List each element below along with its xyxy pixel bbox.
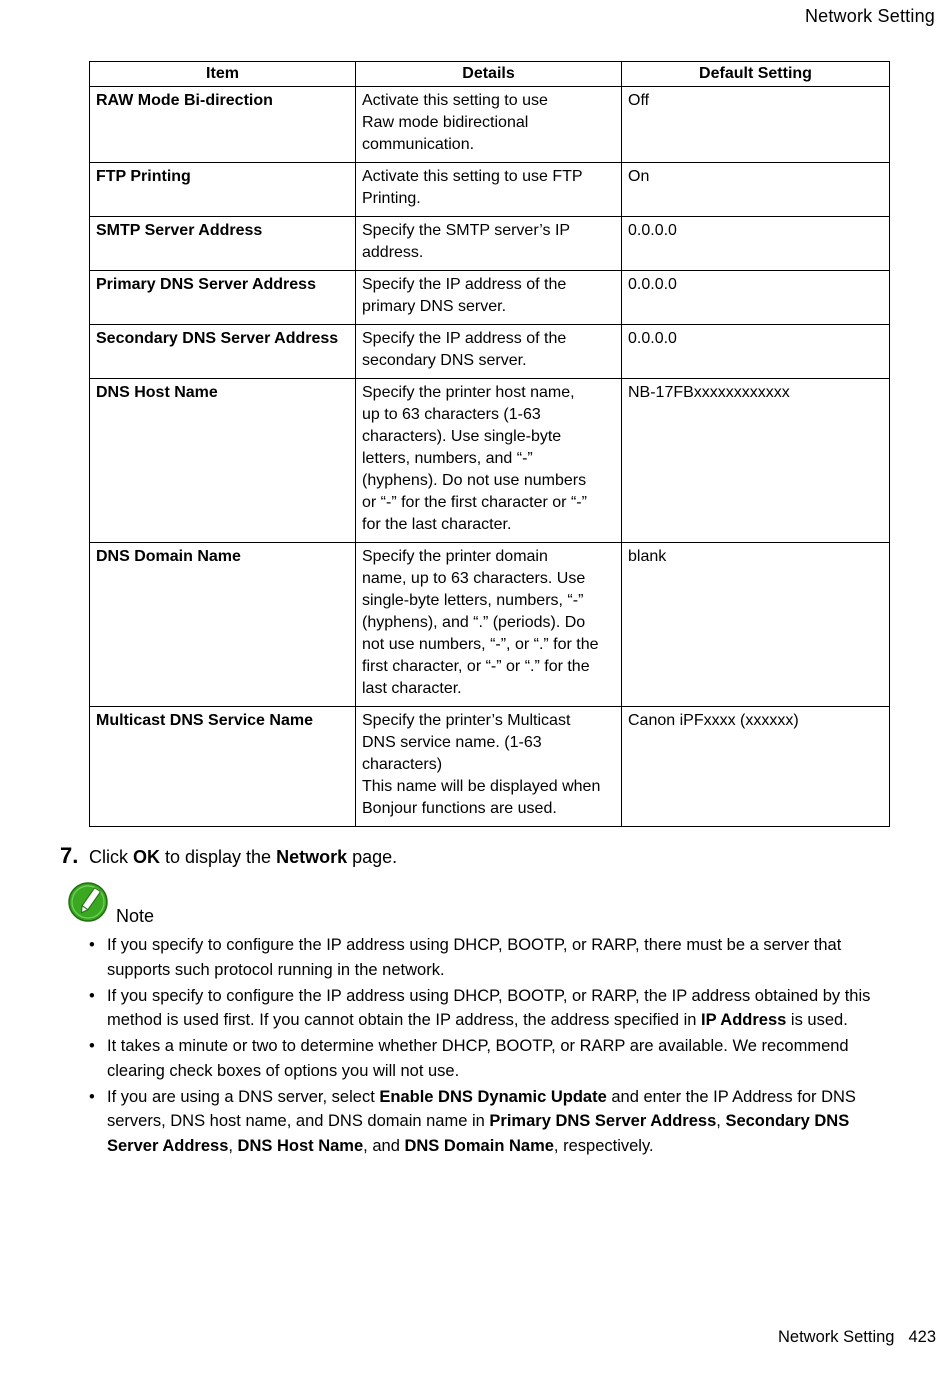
details-text: Specify the SMTP server’s IP address. [362, 222, 571, 261]
note-bold-term: Primary DNS Server Address [489, 1112, 717, 1130]
item-cell: RAW Mode Bi-direction [90, 87, 356, 163]
default-setting-cell: 0.0.0.0 [622, 217, 890, 271]
default-setting-cell: Off [622, 87, 890, 163]
note-text: , and [363, 1136, 405, 1155]
page-footer [778, 1328, 936, 1347]
details-cell [356, 271, 622, 325]
table-row [90, 87, 890, 163]
ok-button-reference: OK [133, 847, 160, 867]
details-text: Activate this setting to use Raw mode bidirectional communication. [362, 92, 548, 153]
note-bold-term: Enable DNS Dynamic Update [379, 1087, 607, 1106]
item-cell: Primary DNS Server Address [90, 271, 356, 325]
note-text: , respectively. [553, 1136, 654, 1155]
details-text: Activate this setting to use FTP Printing. [362, 168, 583, 207]
note-bold-term: DNS Host Name [237, 1136, 364, 1155]
column-header-item: Item [90, 62, 356, 87]
table-row [90, 379, 890, 543]
network-settings-table [89, 61, 890, 827]
table-header-row [90, 62, 890, 87]
table-row [90, 325, 890, 379]
note-text: If you specify to configure the IP address using DHCP, BOOTP, or RARP, the IP address obtained by this method is used first. If you cannot obtain the IP address, the address specified in [107, 986, 871, 1029]
details-cell [356, 325, 622, 379]
details-text: Specify the IP address of the secondary DNS server. [362, 330, 567, 369]
step-number: 7. [60, 843, 79, 868]
table-row [90, 217, 890, 271]
note-text: and enter the IP Address for DNS servers, DNS host name, and DNS domain name in [107, 1087, 856, 1130]
note-text: If you are using a DNS server, select [107, 1087, 380, 1106]
note-text: If you specify to configure the IP address using DHCP, BOOTP, or RARP, there must be a server that supports such protocol running in the network. [107, 936, 842, 979]
note-text: is used. [786, 1011, 848, 1029]
details-text: Specify the printer’s Multicast DNS service name. (1-63 characters) This name will be displayed when Bonjour functions are used. [362, 712, 601, 817]
note-header [67, 882, 154, 924]
note-item [89, 984, 899, 1033]
note-item [89, 1085, 899, 1159]
default-setting-cell: 0.0.0.0 [622, 325, 890, 379]
note-bold-term: Secondary DNS Server Address [107, 1112, 850, 1155]
details-text: Specify the IP address of the primary DNS server. [362, 276, 567, 315]
table-row [90, 271, 890, 325]
details-cell [356, 543, 622, 707]
note-bold-term: DNS Domain Name [404, 1136, 554, 1155]
item-cell: FTP Printing [90, 163, 356, 217]
item-cell: DNS Host Name [90, 379, 356, 543]
note-pencil-icon [67, 882, 111, 924]
details-text: Specify the printer host name, up to 63 characters (1-63 characters). Use single-byte letters, numbers, and “-” (hyphens). Do not use numbers or “-” for the first character or “-” for the last character. [362, 384, 587, 533]
item-cell: SMTP Server Address [90, 217, 356, 271]
step-text-part: to display the [160, 847, 277, 867]
item-cell: Secondary DNS Server Address [90, 325, 356, 379]
item-cell: Multicast DNS Service Name [90, 707, 356, 827]
table-row [90, 163, 890, 217]
note-text: It takes a minute or two to determine whether DHCP, BOOTP, or RARP are available. We recommend clearing check boxes of options you will not use. [107, 1037, 849, 1080]
default-setting-cell: Canon iPFxxxx (xxxxxx) [622, 707, 890, 827]
item-cell: DNS Domain Name [90, 543, 356, 707]
page-number: 423 [908, 1328, 936, 1346]
step-7 [60, 843, 397, 869]
table-row [90, 707, 890, 827]
note-item [89, 1034, 899, 1083]
default-setting-cell: 0.0.0.0 [622, 271, 890, 325]
details-cell [356, 163, 622, 217]
note-text: , [716, 1112, 726, 1130]
step-text-part: Click [89, 847, 133, 867]
details-cell [356, 217, 622, 271]
network-page-reference: Network [276, 847, 348, 867]
running-header-title: Network Setting [804, 6, 935, 26]
default-setting-cell: blank [622, 543, 890, 707]
step-instruction [89, 847, 397, 868]
note-label: Note [116, 906, 155, 926]
default-setting-cell: On [622, 163, 890, 217]
step-text-part: page. [347, 847, 398, 867]
details-cell [356, 707, 622, 827]
details-cell [356, 379, 622, 543]
table-row [90, 543, 890, 707]
note-text: , [228, 1136, 238, 1155]
footer-section-title: Network Setting [778, 1328, 895, 1346]
note-item [89, 933, 899, 982]
details-text: Specify the printer domain name, up to 63 characters. Use single-byte letters, numbers, “-” (hyphens), and “.” (periods). Do not use numbers, “-”, or “.” for the first character, or “-” or “.” for the last character. [362, 548, 599, 697]
note-bold-term: IP Address [701, 1011, 787, 1029]
note-list [89, 933, 899, 1160]
details-cell [356, 87, 622, 163]
column-header-default-setting: Default Setting [622, 62, 890, 87]
default-setting-cell: NB-17FBxxxxxxxxxxxx [622, 379, 890, 543]
column-header-details: Details [356, 62, 622, 87]
